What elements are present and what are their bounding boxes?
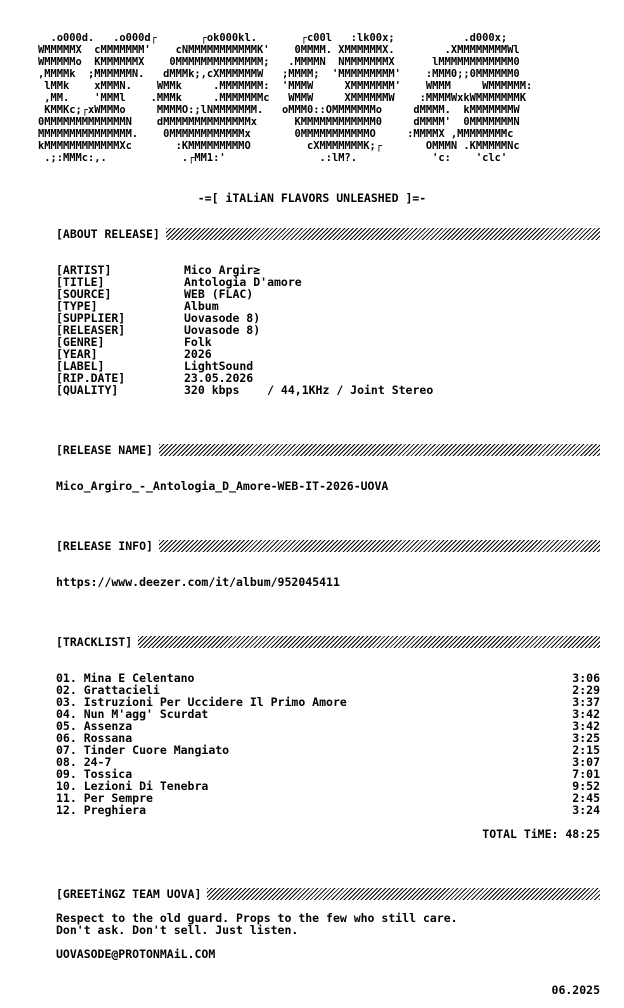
- release-info-header: [56, 540, 600, 552]
- track-time: 3:06: [572, 671, 600, 685]
- section-hatch-divider: [159, 540, 600, 552]
- field-value: WEB (FLAC): [184, 287, 254, 301]
- track-time: 3:24: [572, 803, 600, 817]
- field-value: Folk: [184, 335, 212, 349]
- about-release-title: [ABOUT RELEASE]: [56, 227, 160, 241]
- field-value: Antologia D'amore: [184, 275, 302, 289]
- track-time: 2:29: [572, 683, 600, 697]
- track-time: 3:42: [572, 707, 600, 721]
- field-value: Album: [184, 299, 219, 313]
- track-row: [56, 804, 600, 816]
- about-release-header: [56, 228, 600, 240]
- track-row: [56, 744, 600, 756]
- field-row-quality: [56, 384, 433, 396]
- about-release-fields: [56, 264, 433, 396]
- section-hatch-divider: [166, 228, 600, 240]
- field-value: Uovasode 8): [184, 323, 261, 337]
- track-row: [56, 756, 600, 768]
- field-key: [YEAR]: [56, 347, 98, 361]
- field-key: [TITLE]: [56, 275, 105, 289]
- track-time: 3:42: [572, 719, 600, 733]
- field-key: [LABEL]: [56, 359, 105, 373]
- release-name-header: [56, 444, 600, 456]
- field-key: [GENRE]: [56, 335, 105, 349]
- release-name-value: Mico_Argiro_-_Antologia_D_Amore-WEB-IT-2026-UOVA: [56, 479, 389, 493]
- field-key: [QUALITY]: [56, 383, 119, 397]
- tracklist: [56, 672, 600, 816]
- field-key: [SUPPLIER]: [56, 311, 126, 325]
- greetings-line-1: Respect to the old guard. Props to the few who still care.: [56, 911, 458, 925]
- track-row: [56, 708, 600, 720]
- track-title: 10. Lezioni Di Tenebra: [56, 779, 209, 793]
- track-title: 04. Nun M'agg' Scurdat: [56, 707, 209, 721]
- track-title: 08. 24-7: [56, 755, 112, 769]
- track-title: 09. Tossica: [56, 767, 133, 781]
- tracklist-header: [56, 636, 600, 648]
- track-title: 05. Assenza: [56, 719, 133, 733]
- field-value: LightSound: [184, 359, 254, 373]
- field-key: [TYPE]: [56, 299, 98, 313]
- field-value: Mico Argir≥: [184, 263, 261, 277]
- field-value: 320 kbps / 44,1KHz / Joint Stereo: [184, 383, 434, 397]
- field-value: 2026: [184, 347, 212, 361]
- field-key: [ARTIST]: [56, 263, 112, 277]
- field-value: Uovasode 8): [184, 311, 261, 325]
- release-info-url: https://www.deezer.com/it/album/952045411: [56, 575, 340, 589]
- tagline: -=[ iTALiAN FLAVORS UNLEASHED ]=-: [197, 191, 427, 205]
- greetings-title: [GREETiNGZ TEAM UOVA]: [56, 887, 202, 901]
- greetings-line-2: Don't ask. Don't sell. Just listen.: [56, 923, 299, 937]
- track-title: 03. Istruzioni Per Uccidere Il Primo Amore: [56, 695, 347, 709]
- track-time: 3:07: [572, 755, 600, 769]
- section-hatch-divider: [159, 444, 600, 456]
- field-key: [SOURCE]: [56, 287, 112, 301]
- release-info-title: [RELEASE INFO]: [56, 539, 153, 553]
- field-row-source: [56, 288, 433, 300]
- field-value: 23.05.2026: [184, 371, 254, 385]
- section-hatch-divider: [138, 636, 600, 648]
- track-title: 06. Rossana: [56, 731, 133, 745]
- track-time: 3:37: [572, 695, 600, 709]
- tracklist-title: [TRACKLIST]: [56, 635, 133, 649]
- track-title: 07. Tinder Cuore Mangiato: [56, 743, 230, 757]
- section-hatch-divider: [207, 888, 600, 900]
- track-time: 2:45: [572, 791, 600, 805]
- track-time: 3:25: [572, 731, 600, 745]
- greetings-header: [56, 888, 600, 900]
- ascii-logo-art: .o000d. .o000d┌ ┌ok000kl. ┌c00l :lk00x; .d000x; WMMMMMX cMMMMMMM' cNMMMMMMMMMMMK' 0MMMM. XMMMMMMX. .XMMMMMMMMWl WMMMMMo KMMMMMMX 0MMMMMMMMMMMMMM; .MMMMN NMMMMMMMX lMMMMMMMMMMMM0 ,MMMMk ;MMMMMMN. dMMMk;,cXMMMMMMW ;MMMM; 'MMMMMMMMM' :MMM0;;0MMMMMM0 lMMk xMMMN. WMMk .MMMMMMM: 'MMMW XMMMMMMM' WMMM WMMMMMM: ,MM. 'MMMl .MMMk .MMMMMMMc WMMW XMMMMMMW :MMMMWxkWMMMMMMMK KMMKc;┌xWMMMo MMMMO:;lNMMMMMMM. oMMM0::OMMMMMMMo dMMMM. kMMMMMMMW 0MMMMMMMMMMMMMN dMMMMMMMMMMMMMMx KMMMMMMMMMMMM0 dMMMM' 0MMMMMMMN MMMMMMMMMMMMMMM. 0MMMMMMMMMMMMx 0MMMMMMMMMMMO :MMMMX ,MMMMMMMMc kMMMMMMMMMMMMXc :KMMMMMMMMMO cXMMMMMMMK;┌ OMMMN .KMMMMMNc .;:MMMc:,. .┌MM1:' .:lM?. 'c: 'clc': [38, 32, 533, 164]
- track-time: 2:15: [572, 743, 600, 757]
- track-title: 11. Per Sempre: [56, 791, 153, 805]
- contact-email: UOVASODE@PROTONMAiL.COM: [56, 947, 216, 961]
- track-time: 9:52: [572, 779, 600, 793]
- field-row-releaser: [56, 324, 433, 336]
- track-row: [56, 720, 600, 732]
- track-time: 7:01: [572, 767, 600, 781]
- total-time: TOTAL TiME: 48:25: [482, 827, 600, 841]
- footer-date: 06.2025: [551, 983, 600, 997]
- field-row-genre: [56, 336, 433, 348]
- field-key: [RELEASER]: [56, 323, 126, 337]
- field-key: [RIP.DATE]: [56, 371, 126, 385]
- track-title: 12. Preghiera: [56, 803, 147, 817]
- track-title: 01. Mina E Celentano: [56, 671, 195, 685]
- release-name-title: [RELEASE NAME]: [56, 443, 153, 457]
- track-title: 02. Grattacieli: [56, 683, 160, 697]
